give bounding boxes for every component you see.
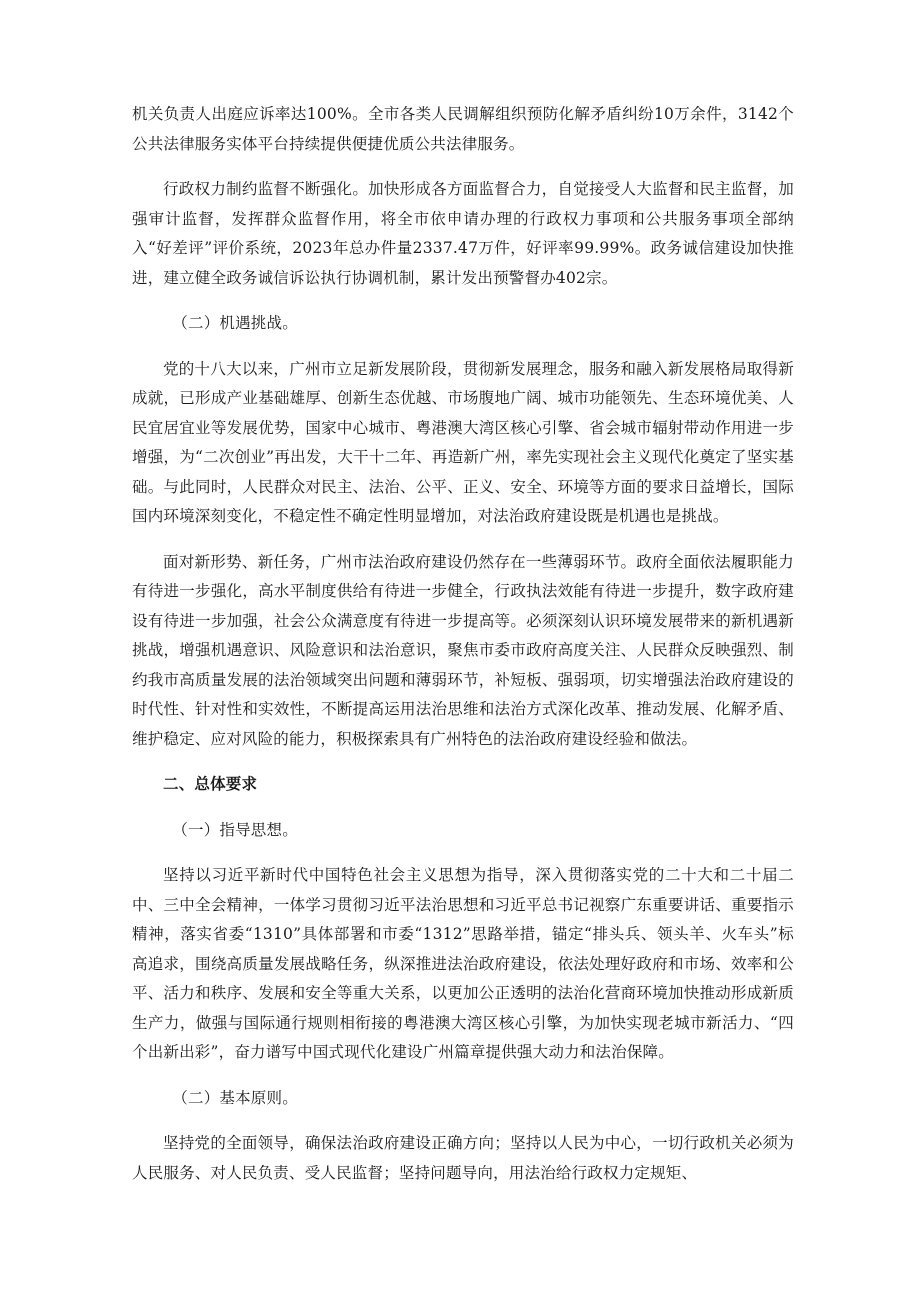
document-page — [132, 100, 794, 1204]
paragraph-development-achievements: 党的十八大以来，广州市立足新发展阶段，贯彻新发展理念，服务和融入新发展格局取得新成就，已形成产业基础雄厚、创新生态优越、市场腹地广阔、城市功能领先、生态环境优美、人民宜居宜业等发展优势，国家中心城市、粤港澳大湾区核心引擎、省会城市辐射带动作用进一步增强，为“二次创业”再出发，大干十二年、再造新广州，率先实现社会主义现代化奠定了坚实基础。与此同时，人民群众对民主、法治、公平、正义、安全、环境等方面的要求日益增长，国际国内环境深刻变化，不稳定性不确定性明显增加，对法治政府建设既是机遇也是挑战。 — [132, 359, 794, 525]
subheading-opportunities-challenges: （二）机遇挑战。 — [172, 314, 298, 332]
paragraph-power-supervision: 行政权力制约监督不断强化。加快形成各方面监督合力，自觉接受人大监督和民主监督，加强审计监督，发挥群众监督作用，将全市依申请办理的行政权力事项和公共服务事项全部纳入“好差评”评价系统，2023年总办件量2337.47万件，好评率99.99%。政务诚信建设加快推进，建立健全政务诚信诉讼执行协调机制，累计发出预警督办402宗。 — [132, 180, 794, 287]
section-heading-overall-requirements: 二、总体要求 — [163, 775, 258, 793]
paragraph-weak-links: 面对新形势、新任务，广州市法治政府建设仍然存在一些薄弱环节。政府全面依法履职能力有待进一步强化，高水平制度供给有待进一步健全，行政执法效能有待进一步提升，数字政府建设有待进一步加强，社会公众满意度有待进一步提高等。必须深刻认识环境发展带来的新机遇新挑战，增强机遇意识、风险意识和法治意识，聚焦市委市政府高度关注、人民群众反映强烈、制约我市高质量发展的法治领域突出问题和薄弱环节，补短板、强弱项，切实增强法治政府建设的时代性、针对性和实效性，不断提高运用法治思维和法治方式深化改革、推动发展、化解矛盾、维护稳定、应对风险的能力，积极探索具有广州特色的法治政府建设经验和做法。 — [132, 552, 794, 748]
subheading-basic-principles: （二）基本原则。 — [172, 1088, 298, 1107]
subheading-guiding-ideology: （一）指导思想。 — [172, 820, 298, 839]
paragraph-basic-principles: 坚持党的全面领导，确保法治政府建设正确方向；坚持以人民为中心，一切行政机关必须为人民服务、对人民负责、受人民监督；坚持问题导向，用法治给行政权力定规矩、 — [132, 1134, 794, 1182]
paragraph-legal-services: 机关负责人出庭应诉率达100%。全市各类人民调解组织预防化解矛盾纠纷10万余件，3142个公共法律服务实体平台持续提供便捷优质公共法律服务。 — [132, 105, 794, 153]
paragraph-guiding-ideology: 坚持以习近平新时代中国特色社会主义思想为指导，深入贯彻落实党的二十大和二十届二中、三中全会精神，一体学习贯彻习近平法治思想和习近平总书记视察广东重要讲话、重要指示精神，落实省委“1310”具体部署和市委“1312”思路举措，锚定“排头兵、领头羊、火车头”标高追求，围绕高质量发展战略任务，纵深推进法治政府建设，依法处理好政府和市场、效率和公平、活力和秩序、发展和安全等重大关系，以更加公正透明的法治化营商环境加快推动形成新质生产力，做强与国际通行规则相衔接的粤港澳大湾区核心引擎，为加快实现老城市新活力、“四个出新出彩”，奋力谱写中国式现代化建设广州篇章提供强大动力和法治保障。 — [132, 866, 794, 1061]
